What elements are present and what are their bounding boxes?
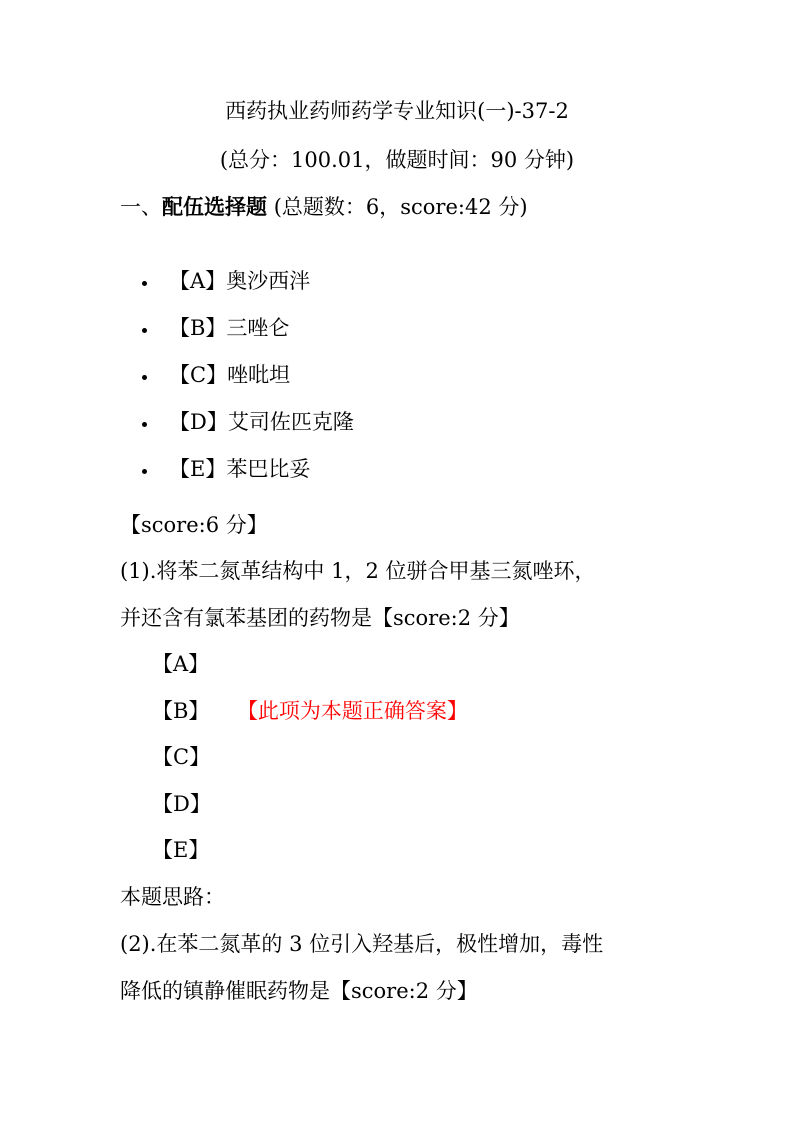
- option-label: 【A】奥沙西泮: [169, 268, 311, 293]
- analysis-label: 本题思路：: [120, 885, 225, 909]
- question-2-text-line-2: 降低的镇静催眠药物是【score:2 分】: [120, 979, 478, 1003]
- section-prefix: 一、: [120, 195, 162, 219]
- list-item: [142, 303, 354, 350]
- answer-choice-b: [152, 696, 468, 726]
- correct-answer-note: 【此项为本题正确答案】: [247, 699, 468, 723]
- document-title: 西药执业药师药学专业知识(一)-37-2: [225, 99, 569, 123]
- answer-choice-c: [152, 742, 210, 772]
- answer-choice-d: [152, 789, 211, 819]
- option-label: 【C】唑吡坦: [169, 362, 291, 387]
- list-item: [142, 444, 354, 491]
- document-subtitle: (总分：100.01，做题时间：90 分钟): [219, 148, 575, 172]
- answer-letter: 【C】: [152, 745, 211, 769]
- bullet-icon: [142, 469, 147, 474]
- answer-letter: 【A】: [152, 652, 210, 676]
- section-meta: (总题数：6，score:42 分): [273, 195, 528, 219]
- section-heading: [120, 192, 528, 222]
- list-item: [142, 256, 354, 303]
- question-1-text-line-1: (1).将苯二氮革结构中 1，2 位骈合甲基三氮唑环，: [120, 559, 596, 583]
- section-name: 配伍选择题: [162, 194, 267, 219]
- option-list: [142, 256, 354, 491]
- option-label: 【E】苯巴比妥: [169, 456, 311, 481]
- group-score: 【score:6 分】: [120, 513, 268, 537]
- bullet-icon: [142, 281, 147, 286]
- bullet-icon: [142, 375, 147, 380]
- question-1-text-line-2: 并还含有氯苯基团的药物是【score:2 分】: [120, 606, 520, 630]
- answer-choice-e: [152, 835, 209, 865]
- answer-letter: 【E】: [152, 838, 210, 862]
- answer-letter: 【D】: [152, 792, 211, 816]
- question-2-text-line-1: (2).在苯二氮革的 3 位引入羟基后，极性增加，毒性: [120, 932, 604, 956]
- answer-letter: 【B】: [152, 699, 210, 723]
- option-label: 【B】三唑仑: [169, 315, 290, 340]
- bullet-icon: [142, 422, 147, 427]
- bullet-icon: [142, 328, 147, 333]
- option-label: 【D】艾司佐匹克隆: [169, 409, 354, 434]
- answer-choice-a: [152, 649, 209, 679]
- list-item: [142, 350, 354, 397]
- list-item: [142, 397, 354, 444]
